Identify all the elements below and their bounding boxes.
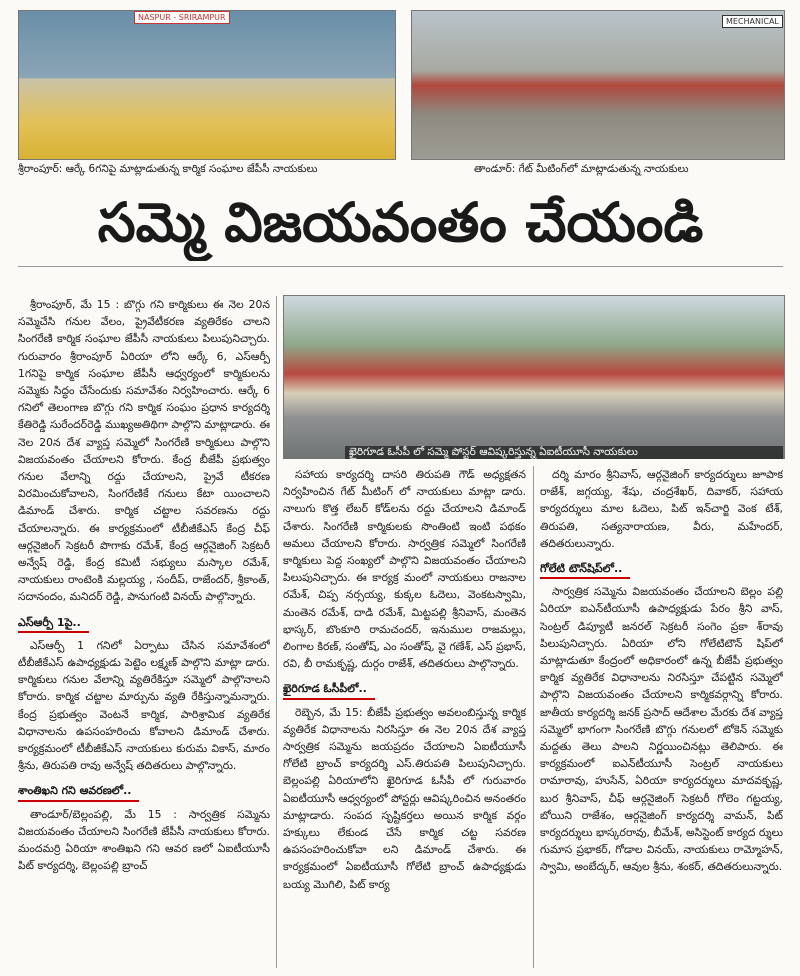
paragraph: రెబ్బెన, మే 15: బీజేపీ ప్రభుత్వం అవలంబిస్తున్న కార్మిక వ్యతిరేక విధానాలను నిరసిస్తూ ఈ నెల 20న దేశ వ్యాప్త సార్వత్రిక సమ్మెను జయప్రదం చేయాలని ఏఐటీయూసీ గోలేటి బ్రాంచ్‌ కార్యదర్శి ఎస్‌.తిరుపతి పిలుపునిచ్చారు. బెల్లంపల్లి ఏరియాలోని ఖైరిగూడ ఓసీపీ లో గురువారం ఏఐటీయూసీ ఆధ్వర్యంలో పోస్టర్లు ఆవిష్కరించిన అనంతరం మాట్లాడారు. సంపద సృష్టికర్తలు అయిన కార్మిక వర్గం హక్కులు లేకుండ చేసే కార్మిక చట్ట సవరణ ఉపసంహరించుకోవా లని డిమాండ్‌ చేశారు. ఈ కార్యక్రమంలో ఏఐటీయూసీ గోలేటి బ్రాంచ్‌ ఉపాధ్యక్షుడు బయ్య మొగిలి, పిట్‌ కార్య <box>283 705 526 891</box>
article-column-3 <box>540 466 783 968</box>
photo-caption-top-right: తాండూర్‌: గేట్‌ మీటింగ్‌లో మాట్లాడుతున్న నాయకులు <box>474 163 689 175</box>
photo-top-left <box>18 10 396 160</box>
photo-top-right <box>411 10 785 160</box>
article-column-1 <box>18 296 270 968</box>
paragraph: దర్శి మారం శ్రీనివాస్‌, ఆర్గనైజింగ్‌ కార్యదర్శులు జూపాక రాజేశ్‌, జగ్గయ్య, శేషు, చంద్రశేఖర్‌, దివాకర్‌, సహాయ కార్యదర్శులు మాల ఓదెలు, పిట్‌ ఇన్‌చార్జి వెంక టేశ్‌, తిరుపతి, సత్యనారాయణ, వీరు, మహేందర్‌, తదితరులున్నారు. <box>540 468 783 550</box>
paragraph: ఎస్‌ఆర్పీ 1 గనిలో ఏర్పాటు చేసిన సమావేశంలో టీబీజీకేఎస్‌ ఉపాధ్యక్షుడు పెట్టెం లక్ష్మణ్‌ పాల్గొని మాట్లా డారు. కార్మికులు గనుల వేలాన్ని వ్యతిరేకిస్తూ సమ్మెలో పాల్గొనాలని కోరారు. కార్మిక చట్టాల మార్పును వ్యతి రేకిస్తున్నామన్నారు. కేంద్ర ప్రభుత్వం వెంటనే కార్మిక, పారిశ్రామిక వ్యతిరేక విధానాలను ఉపసంహరించు కోవాలని డిమాండ్‌ చేశారు. కార్యక్రమంలో టీబీజీకేఎస్‌ నాయకులు కురుమ వికాస్‌, మారం శ్రీను, తిరుపతి రావు అన్వేష్‌ తదితరులు పాల్గొన్నారు. <box>18 638 270 773</box>
paragraph: తాండూర్‌/బెల్లంపల్లి, మే 15 : సార్వత్రిక సమ్మెను విజయవంతం చేయాలని సింగరేణి జేపీసీ నాయకులు కోరారు. మందమర్రి ఏరియా శాంతిఖని గని ఆవర ణలో ఏఐటీయూసీ పిట్‌ కార్యదర్శి, బెల్లంపల్లి బ్రాంచ్‌ <box>18 807 270 873</box>
banner-text: NASPUR - SRIRAMPUR <box>134 11 230 24</box>
paragraph: శ్రీరాంపూర్‌, మే 15 : బొగ్గు గని కార్మికులు ఈ నెల 20న సమ్మెచేసి గనుల వేలం, ప్రైవేటీకరణ వ్యతిరేకం చాలని సింగరేణి కార్మిక సంఘాల జేపీసీ నాయకులు పిలుపునిచ్చారు. గురువారం శ్రీరాంపూర్‌ ఏరియా లోని ఆర్కే 6, ఎస్‌ఆర్పీ 1గనిపై కార్మిక సంఘాల జేపీసీ ఆధ్వర్యంలో కార్మికులను సమ్మెకు సిద్ధం చేసేందుకు సమావేశం నిర్వహించారు. ఆర్కే 6 గనిలో తెలంగాణ బొగ్గు గని కార్మిక సంఘం ప్రధాన కార్యదర్శి కేతిరెడ్డి సురేందర్‌రెడ్డి ముఖ్యఅతిథిగా పాల్గొని మాట్లాడారు. ఈ నెల 20న దేశ వ్యాప్త సమ్మెలో సింగరేణి కార్మికులు పాల్గొని విజయవంతం చేయాలని కోరారు. కేంద్ర బీజేపీ ప్రభుత్వం గనుల వేలాన్ని రద్దు చేయాలని, ప్రైవే టీకరణ విరమించుకోవాలని, సింగరేణికే గనులు కేటా యించాలని డిమాండ్‌ చేశారు. కార్మిక చట్టాల సవరణను రద్దు చేయాలన్నారు. ఈ కార్యక్రమంలో టీబీజీకేఎస్‌ కేంద్ర చీఫ్‌ ఆర్గనైజింగ్‌ సెక్రటరీ పొగాకు రమేశ్‌, కేంద్ర ఆర్గనైజింగ్‌ సెక్రటరీ అన్వేష్‌ రెడ్డి, కేంద్ర కమిటీ సభ్యులు మస్కాల రమేశ్‌, నాయకులు రాంటెంకి మల్లయ్య , సందీప్‌, రాజేందర్‌, శ్రీకాంత్‌, సదానందం, మనిదర్‌ రెడ్డి, పానుగంటి వినయ్‌ పాల్గొన్నారు. <box>18 298 270 604</box>
subheading: గోలేటి టౌన్‌షిప్‌లో.. <box>540 560 630 579</box>
article-column-2 <box>283 466 526 968</box>
paragraph: సహాయ కార్యదర్శి దాసరి తిరుపతి గౌడ్‌ అధ్యక్షతన నిర్వహించిన గేట్‌ మీటింగ్‌ లో నాయకులు మాట్లా డారు. నాలుగు కొత్త లేబర్‌ కోడ్‌లను రద్దు చేయాలని డిమాండ్‌ చేశారు. సింగరేణి కార్మికులకు సొంతింటి ఇంటి పథకం అమలు చేయాలని కోరారు. సార్వత్రిక సమ్మెలో సింగరేణి కార్మికులు పెద్ద సంఖ్యలో పాల్గొని విజయవంతం చేయాలని పిలుపునిచ్చారు. ఈ కార్యక్ర మంలో నాయకులు రాజనాల రమేశ్‌, చిప్ప నర్సయ్య, కుక్కల ఓదెలు, వెంకటస్వామి, మంతెన రమేశ్‌, దాడి రమేశ్‌, మిట్టపల్లి శ్రీనివాస్‌, మంతెన భాస్కర్‌, బొంకూరి రామచందర్‌, ఇనుముల రాజమల్లు, లింగాల కిరణ్‌, సంతోష్‌, ఎం సంతోష్‌, వై గణేశ్‌, ఎస్‌ ప్రభాస్‌, రవి, బీ రామకృష్ణ, దుర్గం రాజేశ్‌, తదితరులు పాల్గొన్నారు. <box>283 468 526 671</box>
photo-caption-middle: ఖైరిగూడ ఓసీపీ లో సమ్మె పోస్టర్‌ ఆవిష్కరిస్తున్న ఏఐటీయూసీ నాయకులు <box>345 446 783 459</box>
column-divider <box>533 466 534 968</box>
divider <box>18 266 783 267</box>
column-divider <box>276 296 277 968</box>
headline: సమ్మె విజయవంతం చేయండి <box>97 190 704 254</box>
subheading: ఎస్‌ఆర్పీ 1పై.. <box>18 614 89 633</box>
subheading: శాంతిఖని గని ఆవరణలో.. <box>18 782 139 801</box>
paragraph: సార్వత్రిక సమ్మెను విజయవంతం చేయాలని బెల్లం పల్లి ఏరియా ఐఎన్‌టీయూసీ ఉపాధ్యక్షుడు పేరం శ్రీని వాస్‌, సెంట్రల్‌ డిప్యూటీ జనరల్‌ సెక్రటరీ సంగెం ప్రకా శ్‌రావు పిలుపునిచ్చారు. ఏరియా లోని గోలేటిటౌన్‌ షిప్‌లో మాట్లాడుతూ కేంద్రంలో అధికారంలో ఉన్న బీజేపీ ప్రభుత్వం కార్మిక వ్యతిరేక విధానాలను నిరసిస్తూ చేపట్టిన సమ్మెలో పాల్గొని విజయవంతం చేయాలని కార్మికవర్గాన్ని కోరారు. జాతీయ కార్యదర్శి జనక్‌ ప్రసాద్‌ ఆదేశాల మేరకు దేశ వ్యాప్త సమ్మెలో భాగంగా సింగరేణి బొగ్గు గనులలో టోకెన్‌ సమ్మెకు మద్దతు తెలు పాలని నిర్ణయించినట్లు తెలిపారు. ఈ కార్యక్రమంలో ఐఎన్‌టీయూసీ సెంట్రల్‌ నాయకులు రామారావు, హుసేన్‌, ఏరియా కార్యదర్శులు మాదవకృష్ణ, బుర శ్రీనివాస్‌, చీఫ్‌ ఆర్గనైజింగ్‌ సెక్రటరీ గోలెం గట్టయ్య, బోయిని రాజేశం, ఆర్గనైజింగ్‌ కార్యదర్శి వామన్‌, పిట్‌ కార్యదర్శులు భాస్కరరావు, బీమేశ్‌, అసిస్టెంట్‌ కార్యద ర్శులు గుమాస ప్రభాకర్‌, గోడాల వినయ్‌, నాయకులు రామ్మోహన్‌, స్వామి, అంబేద్కర్‌, ఆవుల శ్రీను, శంకర్‌, తదితరులున్నారు. <box>540 585 783 874</box>
mechanical-sign: MECHANICAL <box>722 15 783 28</box>
subheading: ఖైరిగూడ ఓసీపీలో.. <box>283 680 375 699</box>
photo-middle <box>283 295 785 459</box>
photo-caption-top-left: శ్రీరాంపూర్‌: ఆర్కే 6గనిపై మాట్లాడుతున్న కార్మిక సంఘాల జేపీసీ నాయకులు <box>18 163 318 175</box>
